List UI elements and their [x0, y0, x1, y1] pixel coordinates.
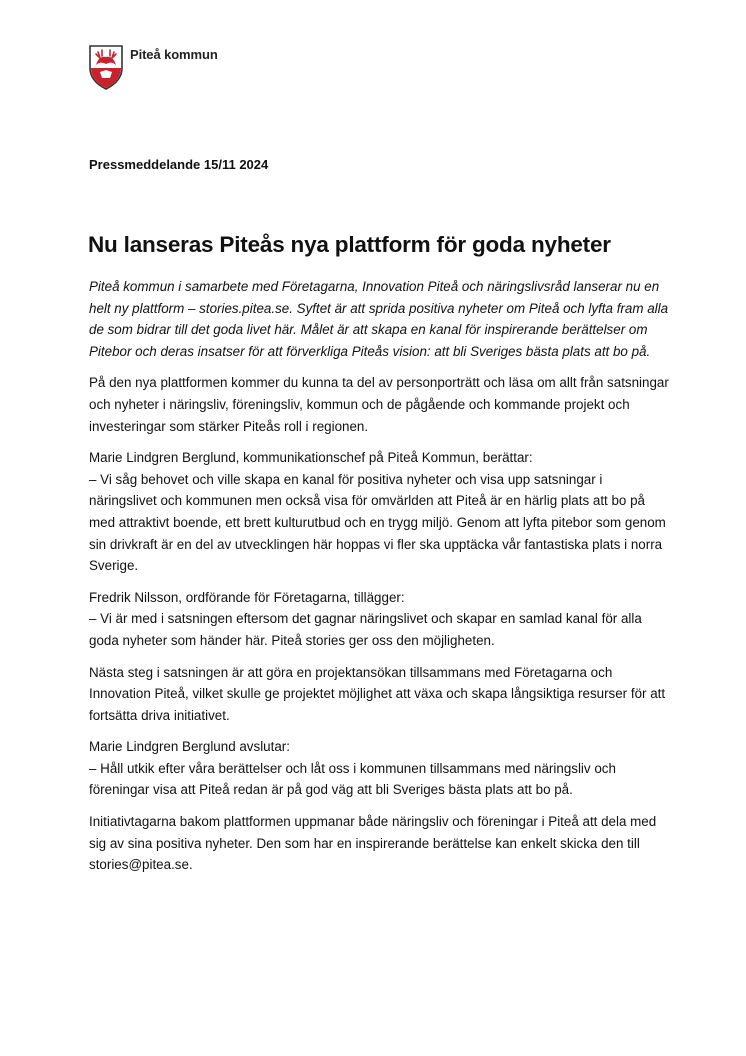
- article-body: [89, 276, 669, 886]
- body-paragraph: På den nya plattformen kommer du kunna ta del av personporträtt och läsa om allt från satsningar och nyheter i näringsliv, föreningsliv, kommun och de pågående och kommande projekt och investeringar som stärker Piteås roll i regionen.: [89, 375, 669, 434]
- body-paragraph: Nästa steg i satsningen är att göra en projektansökan tillsammans med Företagarna och Innovation Piteå, vilket skulle ge projektet möjlighet att växa och skapa långsiktiga resurser för att fortsätta driva initiativet.: [89, 664, 666, 723]
- dateline: Pressmeddelande 15/11 2024: [89, 157, 269, 172]
- body-paragraph: Initiativtagarna bakom plattformen uppmanar både näringsliv och föreningar i Piteå att dela med sig av sina positiva nyheter. Den som har en inspirerande berättelse kan enkelt skicka den till stories@pitea.se.: [89, 814, 657, 873]
- logo-text: Piteå kommun: [130, 47, 218, 62]
- lead-paragraph: Piteå kommun i samarbete med Företagarna, Innovation Piteå och näringslivsråd lanserar nu en helt ny plattform – stories.pitea.se. Syftet är att sprida positiva nyheter om Piteå och lyfta fram alla de som bidrar till det goda livet här. Målet är att skapa en kanal för inspirerande berättelser om Pitebor och deras insatser för att förverkliga Piteås vision: att bli Sveriges bästa plats att bo på.: [89, 279, 669, 359]
- body-paragraph: Marie Lindgren Berglund avslutar: – Håll utkik efter våra berättelser och låt oss i kommunen tillsammans med näringsliv och föreningar visa att Piteå redan är på god väg att bli Sveriges bästa plats att bo på.: [89, 739, 616, 798]
- coat-of-arms-icon: [88, 44, 124, 90]
- body-paragraph: Marie Lindgren Berglund, kommunikationschef på Piteå Kommun, berättar: – Vi såg behovet och ville skapa en kanal för positiva nyheter och visa upp satsningar i näringslivet och kommunen men också visa för omvärlden att Piteå är en härlig plats att bo på med attraktivt boende, ett brett kulturutbud och en trygg miljö. Genom att lyfta pitebor som genom sin drivkraft är en del av utvecklingen här hoppas vi fler ska upptäcka vår fantastiska plats i norra Sverige.: [89, 450, 666, 574]
- page-title: Nu lanseras Piteås nya plattform för goda nyheter: [88, 232, 611, 257]
- body-paragraph: Fredrik Nilsson, ordförande för Företagarna, tillägger: – Vi är med i satsningen eftersom det gagnar näringslivet och skapar en samlad kanal för alla goda nyheter som händer här. Piteå stories ger oss den möjligheten.: [89, 589, 642, 648]
- logo: [88, 44, 218, 90]
